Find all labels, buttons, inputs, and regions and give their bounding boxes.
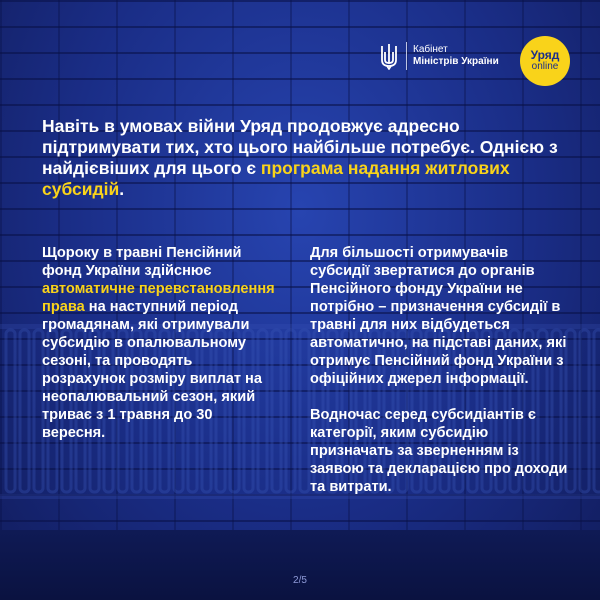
headline <box>42 116 572 200</box>
badge-line1: Уряд <box>530 48 560 62</box>
right-paragraph-1: Для більшості отримувачів субсидії звертатися до органів Пенсійного фонду України не потрібно – призначення субсидії в травні для них відбудеться автоматично, на підставі даних, які отримує Пенсійний фонд України з офіційних джерел інформації. <box>310 245 567 387</box>
cabinet-logo <box>378 42 499 70</box>
floor <box>0 530 600 600</box>
badge-line2: online <box>531 61 559 72</box>
left-text-1: Щороку в травні Пенсійний фонд України здійснює <box>42 245 242 279</box>
headline-highlight: програма надання житлових субсидій <box>42 158 510 199</box>
left-paragraph <box>42 244 277 442</box>
headline-end: . <box>119 179 125 199</box>
right-column <box>310 244 570 514</box>
cabinet-line1: Кабінет <box>413 44 448 55</box>
page-indicator: 2/5 <box>293 575 307 586</box>
logo-divider <box>406 42 407 70</box>
headline-text: Навіть в умовах війни Уряд продовжує адресно підтримувати тих, хто цього найбільше потребує. Однією з найдієвіших для цього є <box>42 116 558 178</box>
left-text-2: на наступний період громадянам, які отримували субсидію в опалювальному сезоні, та проводять розрахунок розміру виплат на неопалювальний сезон, який триває з 1 травня до 30 вересня. <box>42 299 262 441</box>
right-paragraph-2: Водночас серед субсидіантів є категорії, яким субсидію призначать за зверненням із заявою та декларацією про доходи та витрати. <box>310 407 568 495</box>
trident-icon <box>378 42 400 70</box>
uryad-online-badge <box>520 36 570 86</box>
left-column <box>42 244 277 460</box>
left-highlight: автоматичне перевстановлення права <box>42 281 275 315</box>
cabinet-name <box>413 44 499 68</box>
cabinet-line2: Міністрів України <box>413 56 499 67</box>
